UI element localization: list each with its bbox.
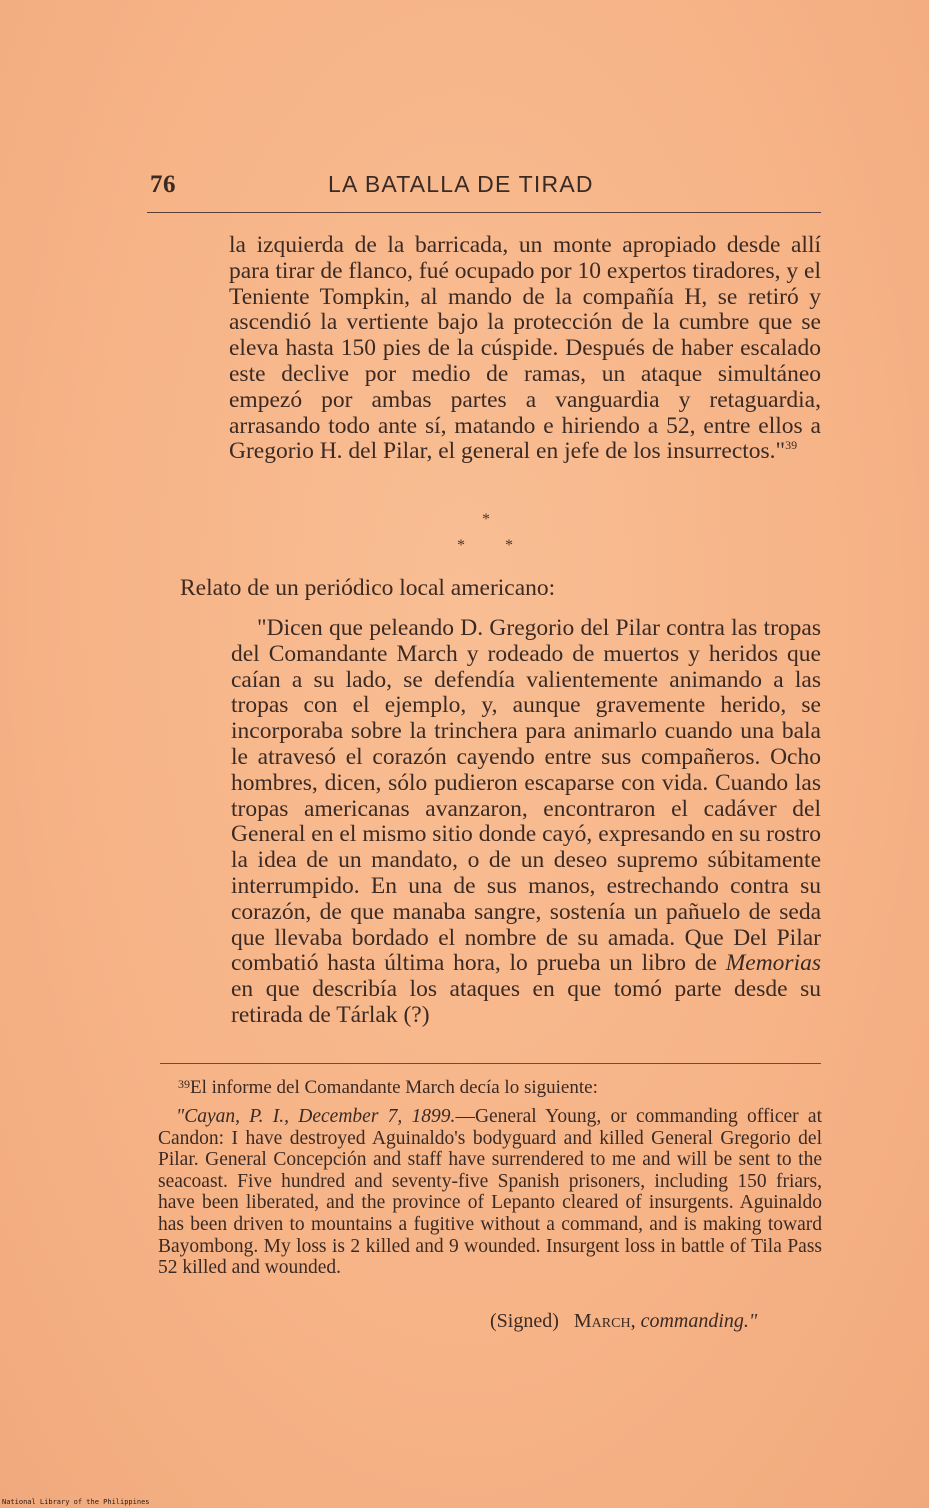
body-paragraph-2: Relato de un periódico local americano: — [180, 575, 556, 601]
footnote-signature — [490, 1310, 820, 1332]
section-separator-star: * — [505, 537, 513, 554]
footnote-rule — [160, 1063, 821, 1064]
signer-title: commanding." — [640, 1310, 758, 1332]
footnote-number: 39 — [178, 1077, 190, 1091]
paragraph-3-end: en que describía los ataques en que tomó parte desde su retirada de Tárlak (?) — [231, 976, 821, 1028]
section-separator-star: * — [482, 511, 490, 528]
paragraph-3-text: "Dicen que peleando D. Gregorio del Pilar contra las tropas del Comandante March y rodeado de muertos y heridos que caían a su lado, se defendía valientemente animando a las tropas con el ejemplo, y, aunque gravemente herido, se incorporaba sobre la trinchera para animarlo cuando una bala le atravesó el corazón cayendo entre sus compañeros. Ocho hombres, dicen, sólo pudieron escaparse con vida. Cuando las tropas americanas avanzaron, encontraron el cadáver del General en el mismo sitio donde cayó, expresando en su rostro la idea de un mandato, o de un deseo supremo súbitamente interrumpido. En una de sus manos, estrechando contra su corazón, de que manaba sangre, sostenía un pañuelo de seda que llevaba bordado el nombre de su amada. Que Del Pilar combatió hasta última hora, lo prueba un libro de — [231, 615, 821, 977]
footnote-intro-text: El informe del Comandante March decía lo siguiente: — [190, 1077, 598, 1098]
body-paragraph-3 — [231, 616, 821, 1029]
library-credit: National Library of the Philippines — [2, 1498, 150, 1506]
header-rule — [147, 212, 821, 213]
footnote-reference: 39 — [785, 438, 798, 453]
body-paragraph-1 — [229, 233, 821, 465]
signed-label: (Signed) — [490, 1310, 559, 1332]
running-title: LA BATALLA DE TIRAD — [328, 171, 594, 197]
footnote-dateline: "Cayan, P. I., December 7, 1899. — [176, 1106, 456, 1127]
signer-name: March, — [573, 1310, 636, 1332]
paragraph-1-text: la izquierda de la barricada, un monte apropiado desde allí para tirar de flanco, fué ocupado por 10 expertos tiradores, y el Teniente Tompkin, al mando de la compañía H, se retiró y ascendió la vertiente bajo la protección de la cumbre que se eleva hasta 150 pies de la cúspide. Después de haber escalado este declive por medio de ramas, un ataque simultáneo empezó por ambas partes a vanguardia y retaguardia, arrasando todo ante sí, matando e hiriendo a 52, entre ellos a Gregorio H. del Pilar, el general en jefe de los insurrectos." — [229, 232, 821, 465]
footnote-quote — [158, 1106, 822, 1279]
paragraph-3-italic: Memorias — [725, 950, 821, 977]
page-number: 76 — [150, 171, 176, 198]
footnote-quote-text: —General Young, or commanding officer at Candon: I have destroyed Aguinaldo's bodyguard and killed General Gregorio del Pilar. General Concepción and staff have surrendered to me and will be sent to the seacoast. Five hundred and seventy-five Spanish prisoners, including 150 friars, have been liberated, and the province of Lepanto cleared of insurgents. Aguinaldo has been driven to mountains a fugitive without a command, and is making toward Bayombong. My loss is 2 killed and 9 wounded. Insurgent loss in battle of Tila Pass 52 killed and wounded. — [158, 1106, 822, 1279]
footnote-intro — [178, 1073, 818, 1099]
section-separator-star: * — [457, 537, 465, 554]
